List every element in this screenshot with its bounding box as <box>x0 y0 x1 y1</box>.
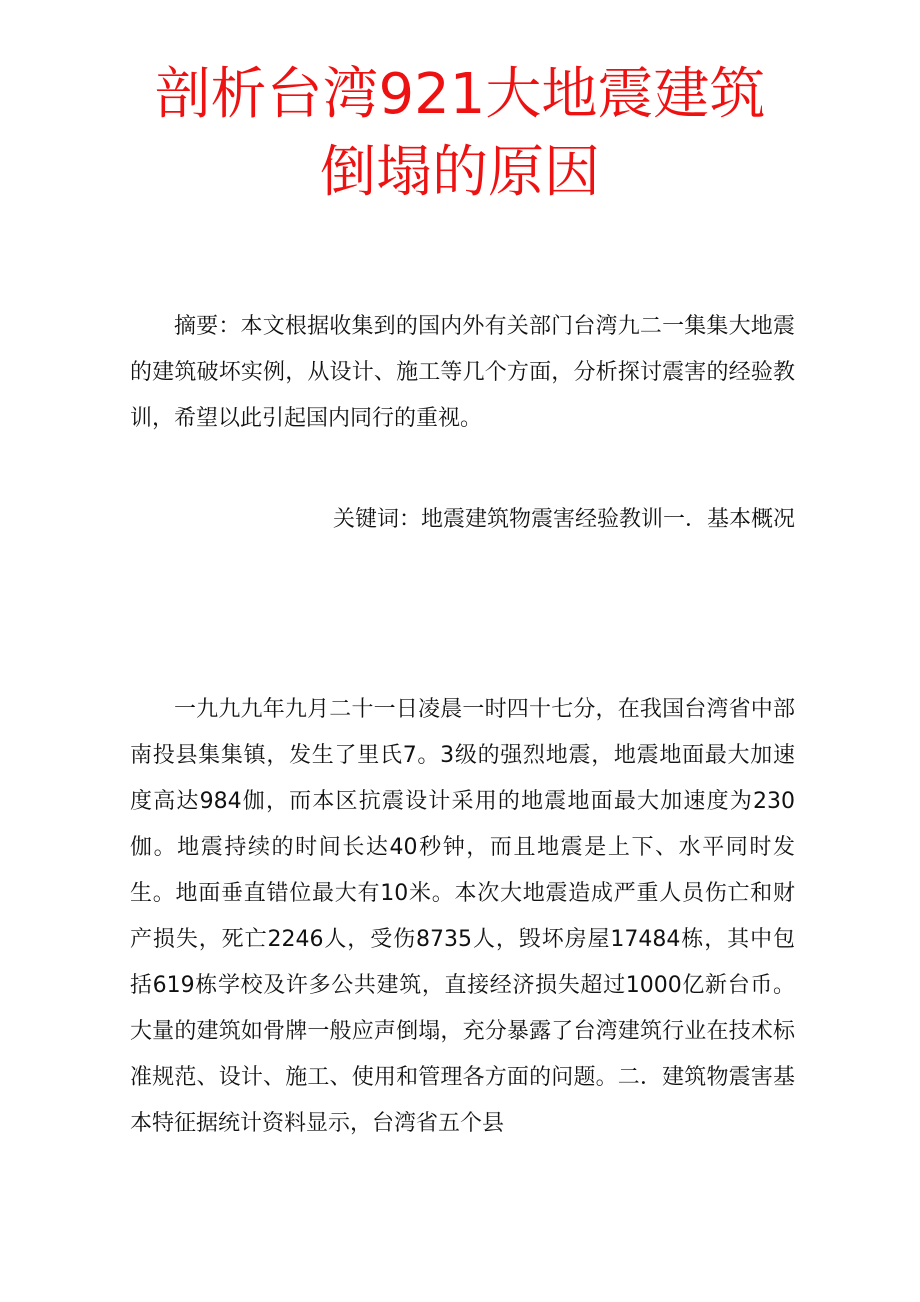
document-title-line-2: 倒塌的原因 <box>320 140 600 205</box>
document-title-line-1: 剖析台湾921大地震建筑 <box>154 62 766 127</box>
body-paragraph: 一九九九年九月二十一日凌晨一时四十七分，在我国台湾省中部南投县集集镇，发生了里氏7。3级的强烈地震，地震地面最大加速度高达984伽，而本区抗震设计采用的地震地面最大加速度为230伽。地震持续的时间长达40秒钟，而且地震是上下、水平同时发生。地面垂直错位最大有10米。本次大地震造成严重人员伤亡和财产损失，死亡2246人，受伤8735人，毁坏房屋17484栋，其中包括619栋学校及许多公共建筑，直接经济损失超过1000亿新台币。大量的建筑如骨牌一般应声倒塌，充分暴露了台湾建筑行业在技术标准规范、设计、施工、使用和管理各方面的问题。二．建筑物震害基本特征据统计资料显示，台湾省五个县 <box>130 697 795 1136</box>
keywords-line: 关键词：地震建筑物震害经验教训一．基本概况 <box>332 507 795 532</box>
abstract-paragraph: 摘要：本文根据收集到的国内外有关部门台湾九二一集集大地震的建筑破坏实例，从设计、施工等几个方面，分析探讨震害的经验教训，希望以此引起国内同行的重视。 <box>130 314 795 431</box>
